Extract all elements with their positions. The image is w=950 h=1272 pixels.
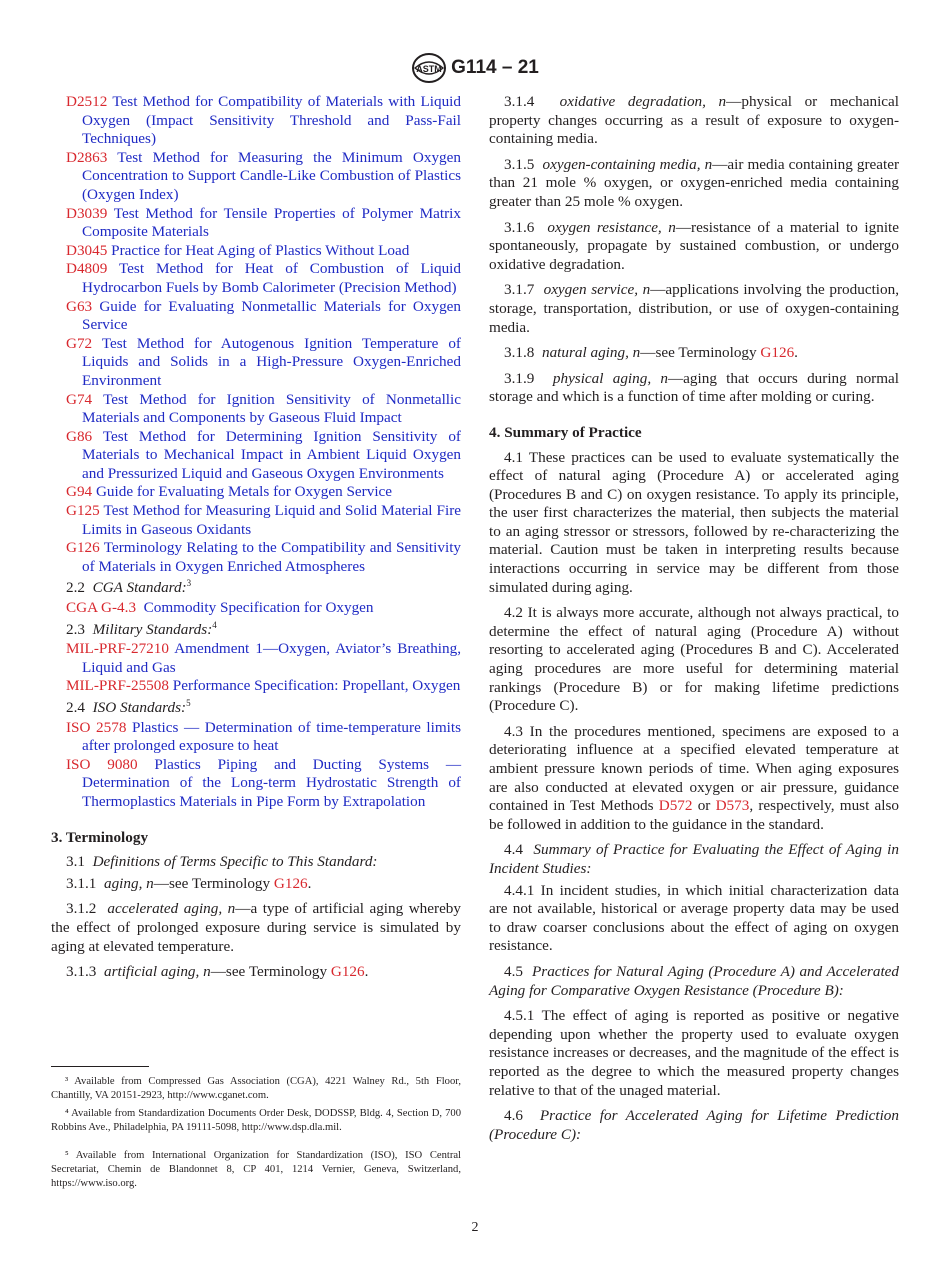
reference-item[interactable]: G125 Test Method for Measuring Liquid and Solid Material Fire Limits in Gaseous Oxidants xyxy=(66,502,462,538)
footnote-divider xyxy=(51,1066,149,1067)
definition: 3.1.2 accelerated aging, n—a type of artificial aging whereby the effect of prolonged exposure during service is simulated by aging at elevated temperature. xyxy=(51,900,461,955)
reference-item[interactable]: MIL-PRF-27210 Amendment 1—Oxygen, Aviator’s Breathing, Liquid and Gas xyxy=(66,640,461,676)
definition: 3.1.9 physical aging, n—aging that occurs during normal storage and which is a function of time after molding or curing. xyxy=(489,369,899,406)
reference-item[interactable]: CGA G-4.3 Commodity Specification for Oxygen xyxy=(66,599,374,617)
section-heading: 4. Summary of Practice xyxy=(489,423,642,441)
reference-link[interactable]: D572 xyxy=(658,797,693,815)
paragraph: 4.5 Practices for Natural Aging (Procedure A) and Accelerated Aging for Comparative Oxygen Resistance (Procedure B): xyxy=(489,962,899,999)
reference-item[interactable]: MIL-PRF-25508 Performance Specification: Propellant, Oxygen xyxy=(66,677,461,695)
paragraph: 4.6 Practice for Accelerated Aging for Lifetime Prediction (Procedure C): xyxy=(489,1107,899,1143)
reference-link[interactable]: G126 xyxy=(273,874,308,892)
footnote: ⁵ Available from International Organization for Standardization (ISO), ISO Central Secretariat, Chemin de Blandonnet 8, CP 401, 1214 Vernier, Geneva, Switzerland, https://www.iso.org. xyxy=(51,1150,461,1189)
paragraph: 4.5.1 The effect of aging is reported as positive or negative depending upon whether the property used to evaluate oxygen resistance increases or decreases, and the magnitude of the effect is reported as the degree to which the measured property changes relative to that of the unaged material. xyxy=(489,1007,899,1099)
reference-item[interactable]: G74 Test Method for Ignition Sensitivity of Nonmetallic Materials and Components by Gaseous Fluid Impact xyxy=(66,390,461,427)
definition: 3.1.6 oxygen resistance, n—resistance of a material to ignite spontaneously, propagate by sustained combustion, or undergo oxidative degradation. xyxy=(489,218,900,273)
reference-item[interactable]: G86 Test Method for Determining Ignition Sensitivity of Materials to Mechanical Impact in Ambient Liquid Oxygen and Pressurized Liquid and Gaseous Oxygen Environments xyxy=(66,427,461,482)
paragraph: 3.1 Definitions of Terms Specific to This Standard: xyxy=(66,853,378,871)
paragraph: 4.2 It is always more accurate, although not always practical, to determine the effect of natural aging (Procedure A) without resorting to accelerated aging (Procedures B and C). Accelerated aging procedures are more useful for determining material rankings (Procedure B) or for making lifetime predictions (Procedure C). xyxy=(489,604,899,715)
page-header xyxy=(0,52,950,84)
reference-item[interactable]: ISO 9080 Plastics Piping and Ducting Systems — Determination of the Long-term Hydrostatic Strength of Thermoplastics Materials in Pipe Form by Extrapolation xyxy=(66,755,462,810)
reference-item[interactable]: G126 Terminology Relating to the Compatibility and Sensitivity of Materials in Oxygen Enriched Atmospheres xyxy=(66,539,462,575)
definition: 3.1.7 oxygen service, n—applications involving the production, storage, transportation, distribution, or use of oxygen-containing media. xyxy=(489,281,899,336)
iso-standards-heading: 2.4 ISO Standards:$^5$ xyxy=(66,697,191,716)
reference-link[interactable]: G126 xyxy=(760,344,795,362)
cga-standard-heading: 2.2 CGA Standard:$^3$ xyxy=(66,578,192,597)
reference-item[interactable]: D3045 Practice for Heat Aging of Plastics Without Load xyxy=(66,241,410,259)
paragraph: 4.4 Summary of Practice for Evaluating the Effect of Aging in Incident Studies: xyxy=(489,841,899,877)
right-column xyxy=(489,93,899,1151)
astm-logo-icon xyxy=(411,52,447,84)
definition: 3.1.5 oxygen-containing media, n—air media containing greater than 21 mole % oxygen, or oxygen-enriched media containing greater than 25 mole % oxygen. xyxy=(489,155,900,210)
left-column xyxy=(51,93,461,989)
page-number: 2 xyxy=(471,1220,479,1235)
reference-item[interactable]: G72 Test Method for Autogenous Ignition Temperature of Liquids and Solids in a High-Pressure Oxygen-Enriched Environment xyxy=(66,334,461,389)
definition: 3.1.3 artificial aging, n—see Terminology G126. xyxy=(66,963,369,981)
military-standards-heading: 2.3 Military Standards:$^4$ xyxy=(66,619,217,638)
reference-item[interactable]: D3039 Test Method for Tensile Properties of Polymer Matrix Composite Materials xyxy=(66,204,461,241)
definition: 3.1.1 aging, n—see Terminology G126. xyxy=(66,874,312,892)
document-designation: G114 – 21 xyxy=(451,57,539,78)
paragraph: 4.1 These practices can be used to evaluate systematically the effect of natural aging (Procedure A) or accelerated aging (Procedures B and C) on oxygen resistance. To apply its principle, the user first characterizes the material, then subjects the material to an aging stressor or stressors, followed by re-characterizing the material. Caution must be taken in interpreting results because interactions occurring in service may be different from those simulated during aging. xyxy=(489,448,899,596)
paragraph: 4.3 In the procedures mentioned, specimens are exposed to a deteriorating influence at a specified elevated temperature at ambient pressure known periods of time. When aging exposures are also conducted at elevated oxygen or air pressure, guidance contained in Test Methods D572 or D573, respectively, must also be followed in addition to the guidance in the standard. xyxy=(489,722,900,833)
reference-item[interactable]: D4809 Test Method for Heat of Combustion of Liquid Hydrocarbon Fuels by Bomb Calorimeter (Precision Method) xyxy=(66,260,461,296)
definition: 3.1.4 oxidative degradation, n—physical or mechanical property changes occurring as a result of exposure to oxygen-containing media. xyxy=(489,93,899,148)
footnote: ³ Available from Compressed Gas Association (CGA), 4221 Walney Rd., 5th Floor, Chantilly, VA 20151-2923, http://www.cganet.com. xyxy=(51,1076,461,1101)
footnotes xyxy=(51,1075,461,1195)
svg-text:ASTM: ASTM xyxy=(416,64,442,74)
reference-item[interactable]: D2863 Test Method for Measuring the Minimum Oxygen Concentration to Support Candle-Like Combustion of Plastics (Oxygen Index) xyxy=(66,148,461,203)
section-heading: 3. Terminology xyxy=(51,828,149,846)
reference-link[interactable]: D573 xyxy=(715,797,750,815)
reference-item[interactable]: G94 Guide for Evaluating Metals for Oxygen Service xyxy=(66,483,393,501)
reference-item[interactable]: G63 Guide for Evaluating Nonmetallic Materials for Oxygen Service xyxy=(66,297,462,334)
footnote: ⁴ Available from Standardization Documents Order Desk, DODSSP, Bldg. 4, Section D, 700 Robbins Ave., Philadelphia, PA 19111-5098, http://www.dsp.dla.mil. xyxy=(51,1108,461,1133)
reference-link[interactable]: G126 xyxy=(330,963,365,981)
paragraph: 4.4.1 In incident studies, in which initial characterization data are not available, historical or average property data may be used to draw coarser conclusions about the effect of aging on oxygen resistance. xyxy=(489,881,899,955)
definition: 3.1.8 natural aging, n—see Terminology G126. xyxy=(504,344,798,362)
reference-list xyxy=(51,93,461,576)
reference-item[interactable]: D2512 Test Method for Compatibility of Materials with Liquid Oxygen (Impact Sensitivity Threshold and Pass-Fail Techniques) xyxy=(66,93,461,148)
reference-item[interactable]: ISO 2578 Plastics — Determination of time-temperature limits after prolonged exposure to heat xyxy=(66,718,461,755)
